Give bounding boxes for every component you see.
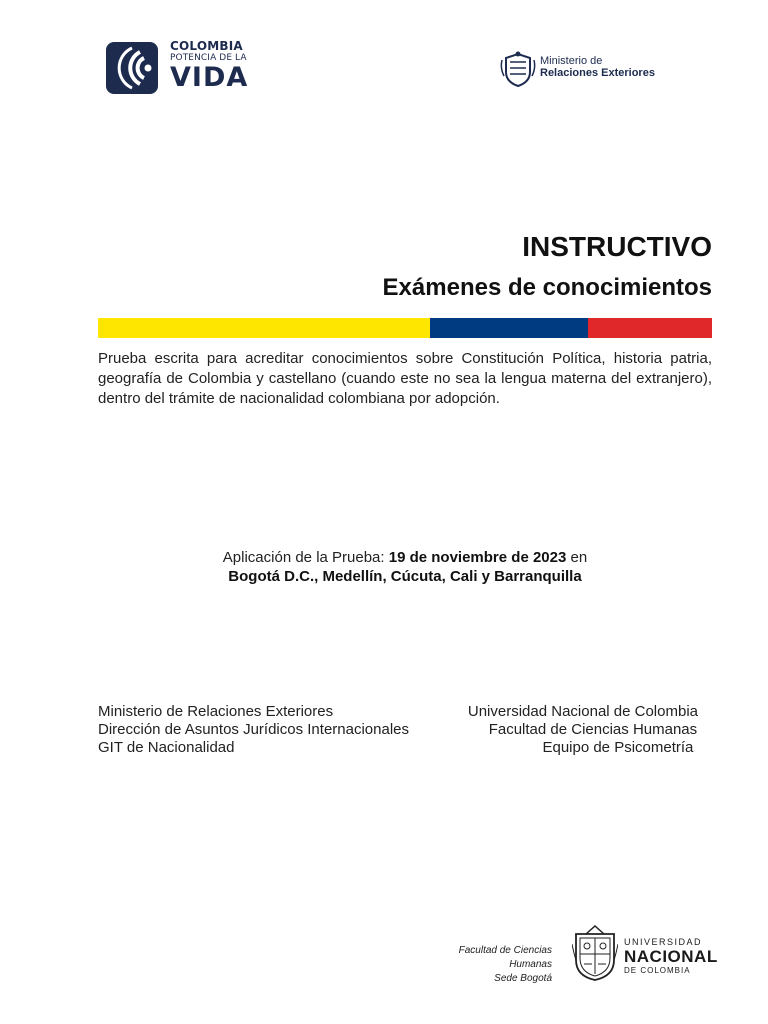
flag-blue [430, 318, 588, 338]
credit-line: Dirección de Asuntos Jurídicos Internacionales [98, 721, 410, 738]
colombia-flag-stripe [98, 318, 712, 338]
colombia-potencia-logo [106, 40, 256, 96]
ministerio-logo [500, 50, 670, 90]
logo-line-vida: VIDA [170, 62, 249, 93]
universidad-nacional-logo-text [624, 937, 718, 976]
document-subtitle: Exámenes de conocimientos [382, 274, 712, 301]
application-info [98, 548, 712, 586]
faculty-line: Facultad de Ciencias [458, 945, 552, 956]
application-suffix: en [566, 549, 588, 566]
logo-line-potencia: POTENCIA DE LA [170, 53, 247, 63]
application-date: 19 de noviembre de 2023 [388, 549, 567, 566]
ministerio-line1: Ministerio de [540, 55, 603, 67]
credit-line: Ministerio de Relaciones Exteriores [98, 703, 334, 720]
university-credits [468, 703, 698, 757]
document-title: INSTRUCTIVO [522, 231, 712, 262]
application-line [98, 548, 712, 567]
application-prefix: Aplicación de la Prueba: [222, 549, 389, 566]
credit-line: Universidad Nacional de Colombia [467, 703, 698, 720]
credit-line: Facultad de Ciencias Humanas [488, 721, 698, 738]
un-line2: NACIONAL [624, 947, 718, 966]
ministerio-line2: Relaciones Exteriores [540, 67, 655, 79]
flag-red [588, 318, 712, 338]
logo-line-colombia: COLOMBIA [170, 39, 243, 53]
credit-line: Equipo de Psicometría [542, 739, 694, 756]
credit-line: GIT de Nacionalidad [98, 739, 235, 756]
ministry-credits [98, 703, 409, 757]
coat-of-arms-icon [500, 50, 536, 88]
universidad-nacional-seal-icon [572, 924, 618, 982]
un-line3: DE COLOMBIA [624, 966, 691, 975]
intro-paragraph: Prueba escrita para acreditar conocimientos sobre Constitución Política, historia patria, geografía de Colombia y castellano (cuando este no sea la lengua materna del extranjero), dentro del trámite de nacionalidad colombiana por adopción. [98, 350, 712, 407]
faculty-line: Humanas [509, 959, 552, 970]
application-cities-line [98, 567, 712, 586]
un-line1: UNIVERSIDAD [624, 937, 703, 947]
application-cities: Bogotá D.C., Medellín, Cúcuta, Cali y Barranquilla [228, 568, 582, 585]
faculty-line: Sede Bogotá [494, 973, 552, 984]
faculty-caption [459, 944, 552, 986]
colombia-logo-text [170, 40, 248, 92]
flag-yellow [98, 318, 430, 338]
colombia-wave-icon [106, 42, 158, 94]
